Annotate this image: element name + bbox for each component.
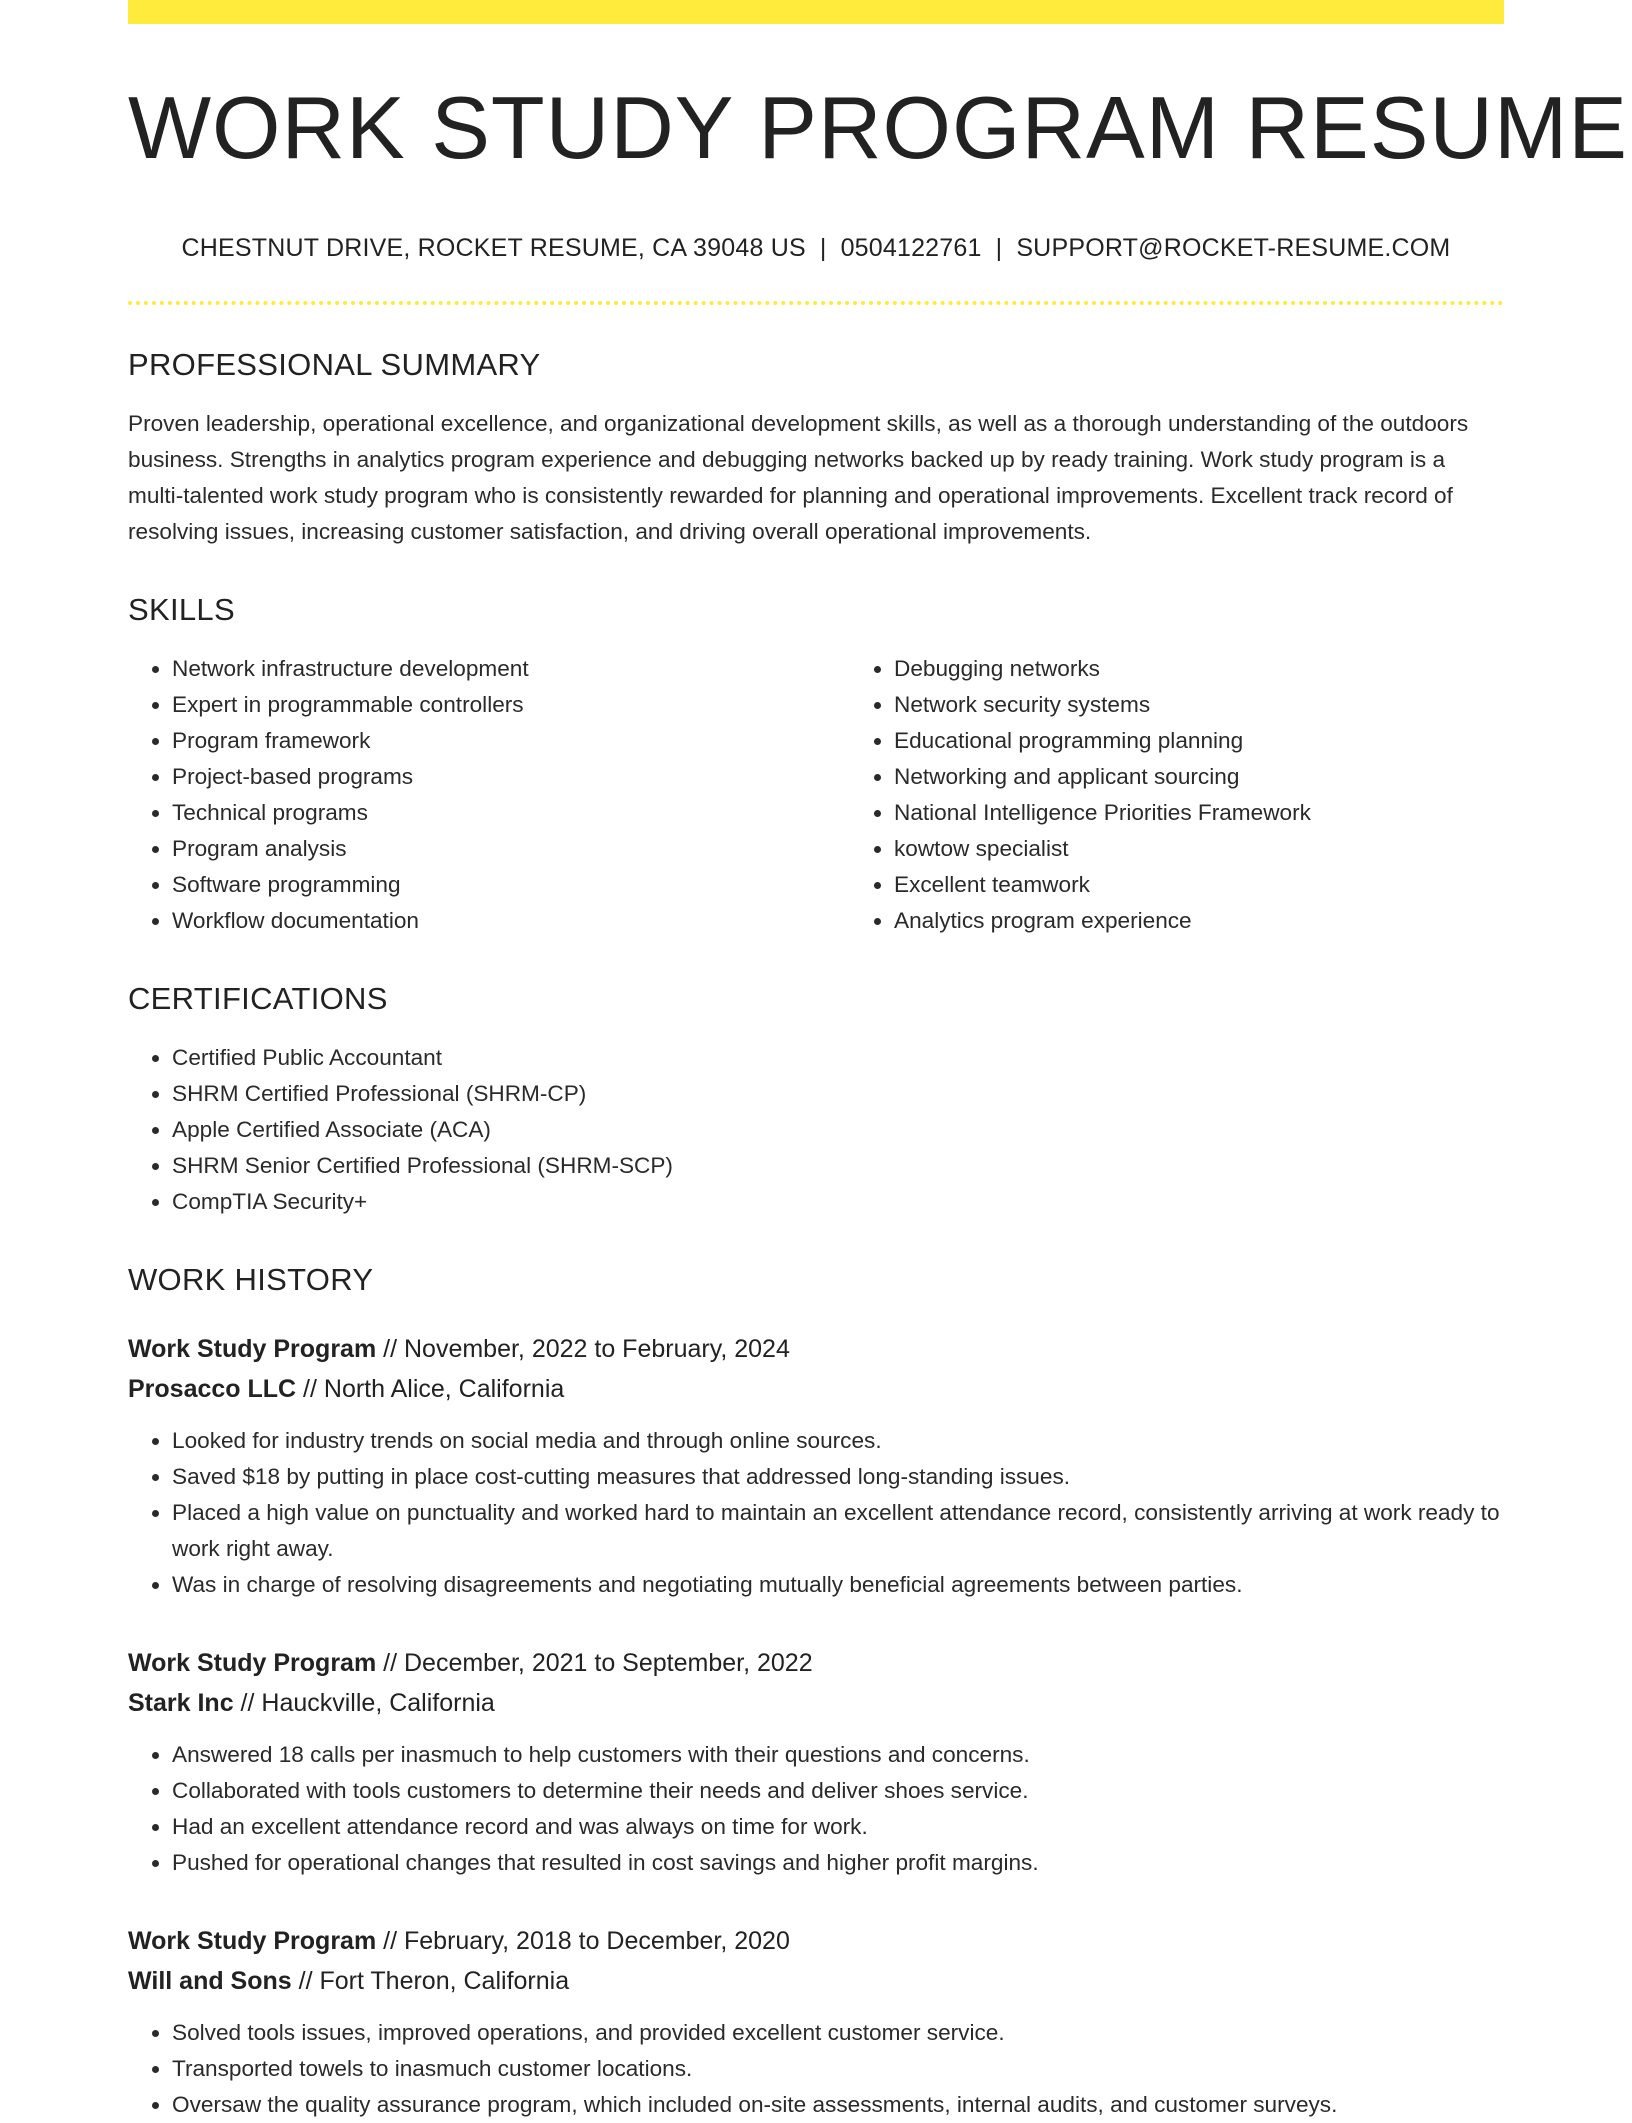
resume-page: [128, 0, 1628, 2123]
job-bullet: • Had an excellent attendance record and was always on time for work.: [172, 1809, 1504, 1845]
accent-top-bar: [128, 0, 1504, 24]
job-bullet: • Saved $18 by putting in place cost-cutting measures that addressed long-standing issues.: [172, 1459, 1504, 1495]
skills-list-right: [850, 651, 1572, 939]
skill-item: • Network security systems: [894, 687, 1572, 723]
certifications-heading: CERTIFICATIONS: [128, 981, 388, 1016]
contact-address: CHESTNUT DRIVE, ROCKET RESUME, CA 39048 US: [181, 234, 806, 262]
job-title: Work Study Program: [128, 1649, 377, 1677]
job-company: Prosacco LLC: [128, 1375, 297, 1403]
job-title-line: [128, 1643, 1504, 1683]
contact-line: [128, 234, 1504, 263]
skill-item: • Debugging networks: [894, 651, 1572, 687]
skill-item: • Expert in programmable controllers: [172, 687, 850, 723]
summary-section: [128, 349, 1504, 550]
contact-email: SUPPORT@ROCKET-RESUME.COM: [1016, 234, 1451, 262]
job-dates: // February, 2018 to December, 2020: [376, 1927, 790, 1955]
job-bullet: • Oversaw the quality assurance program, which included on-site assessments, internal audits, and customer surveys.: [172, 2087, 1504, 2123]
job-bullet: • Was in charge of resolving disagreements and negotiating mutually beneficial agreements between parties.: [172, 1567, 1504, 1603]
skill-item: • Program framework: [172, 723, 850, 759]
contact-separator: |: [819, 234, 827, 262]
resume-title: WORK STUDY PROGRAM RESUME: [128, 78, 1628, 177]
skills-list-left: [128, 651, 850, 939]
job-title: Work Study Program: [128, 1927, 377, 1955]
contact-phone: 0504122761: [840, 234, 982, 262]
job-bullet: • Answered 18 calls per inasmuch to help customers with their questions and concerns.: [172, 1737, 1504, 1773]
job-bullet: • Looked for industry trends on social media and through online sources.: [172, 1423, 1504, 1459]
skill-item: • Excellent teamwork: [894, 867, 1572, 903]
skill-item: • National Intelligence Priorities Framework: [894, 795, 1572, 831]
job-bullets: [128, 1737, 1504, 1881]
certification-item: • Certified Public Accountant: [172, 1040, 1504, 1076]
skill-item: • Program analysis: [172, 831, 850, 867]
job-title-line: [128, 1329, 1504, 1369]
certification-item: • SHRM Senior Certified Professional (SHRM-SCP): [172, 1148, 1504, 1184]
job-bullet: • Placed a high value on punctuality and worked hard to maintain an excellent attendance record, consistently arriving at work ready to work right away.: [172, 1495, 1504, 1567]
job-bullet: • Transported towels to inasmuch customer locations.: [172, 2051, 1504, 2087]
skills-section: [128, 594, 1504, 939]
skills-grid: [128, 651, 1504, 939]
job-entry: [128, 1921, 1504, 2123]
skills-heading: SKILLS: [128, 592, 235, 627]
job-bullets: [128, 2015, 1504, 2123]
skill-item: • Project-based programs: [172, 759, 850, 795]
job-company-line: [128, 1961, 1504, 2001]
job-location: // Fort Theron, California: [291, 1967, 570, 1995]
job-title-line: [128, 1921, 1504, 1961]
job-bullet: • Collaborated with tools customers to determine their needs and deliver shoes service.: [172, 1773, 1504, 1809]
job-company-line: [128, 1369, 1504, 1409]
job-bullet: • Solved tools issues, improved operations, and provided excellent customer service.: [172, 2015, 1504, 2051]
job-company: Stark Inc: [128, 1689, 234, 1717]
job-bullet: • Pushed for operational changes that resulted in cost savings and higher profit margins.: [172, 1845, 1504, 1881]
job-location: // Hauckville, California: [233, 1689, 495, 1717]
certifications-section: [128, 983, 1504, 1220]
job-location: // North Alice, California: [296, 1375, 565, 1403]
skill-item: • Network infrastructure development: [172, 651, 850, 687]
certification-item: • Apple Certified Associate (ACA): [172, 1112, 1504, 1148]
contact-separator: |: [995, 234, 1003, 262]
certifications-list: [128, 1040, 1504, 1220]
job-company-line: [128, 1683, 1504, 1723]
job-title: Work Study Program: [128, 1335, 377, 1363]
skill-item: • kowtow specialist: [894, 831, 1572, 867]
certification-item: • CompTIA Security+: [172, 1184, 1504, 1220]
job-entry: [128, 1329, 1504, 1603]
skill-item: • Analytics program experience: [894, 903, 1572, 939]
summary-heading: PROFESSIONAL SUMMARY: [128, 347, 541, 382]
work-history-heading: WORK HISTORY: [128, 1262, 374, 1297]
work-history-section: [128, 1264, 1504, 2123]
skill-item: • Software programming: [172, 867, 850, 903]
job-bullets: [128, 1423, 1504, 1603]
skill-item: • Educational programming planning: [894, 723, 1572, 759]
job-dates: // December, 2021 to September, 2022: [376, 1649, 813, 1677]
summary-text: Proven leadership, operational excellence, and organizational development skills, as well as a thorough understanding of the outdoors business. Strengths in analytics program experience and debugging networks backed up by ready training. Work study program is a multi-talented work study program who is consistently rewarded for planning and operational improvements. Excellent track record of resolving issues, increasing customer satisfaction, and driving overall operational improvements.: [128, 411, 1469, 544]
job-entry: [128, 1643, 1504, 1881]
job-company: Will and Sons: [128, 1967, 292, 1995]
skill-item: • Networking and applicant sourcing: [894, 759, 1572, 795]
skill-item: • Workflow documentation: [172, 903, 850, 939]
job-dates: // November, 2022 to February, 2024: [376, 1335, 790, 1363]
skill-item: • Technical programs: [172, 795, 850, 831]
certification-item: • SHRM Certified Professional (SHRM-CP): [172, 1076, 1504, 1112]
dotted-divider: [128, 301, 1504, 305]
